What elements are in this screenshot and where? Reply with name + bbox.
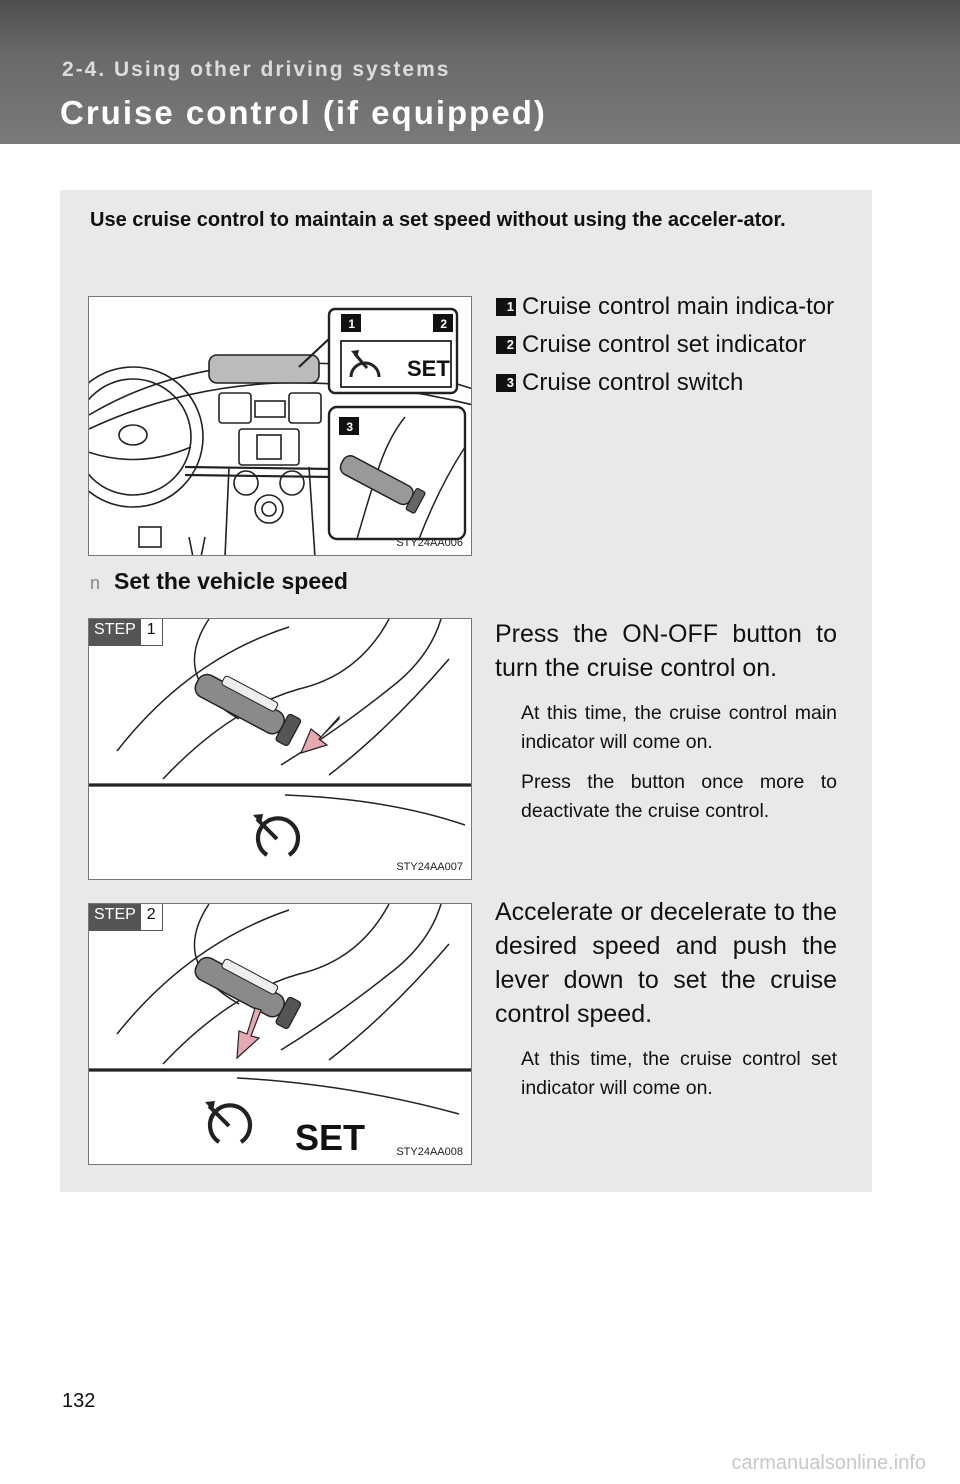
step-badge xyxy=(89,619,163,646)
figure2-code: STY24AA007 xyxy=(396,861,463,873)
figure3-set-label: SET xyxy=(295,1117,366,1158)
legend-label: Cruise control main indica-tor xyxy=(522,293,835,320)
step1-illustration xyxy=(89,619,472,880)
step-word: STEP xyxy=(89,904,140,930)
page-header xyxy=(0,0,960,144)
legend-item xyxy=(496,326,846,364)
bullet-icon: n xyxy=(90,573,101,593)
figure1-set-label: SET xyxy=(407,356,450,381)
legend-item xyxy=(496,288,846,326)
callout-1: 1 xyxy=(348,317,355,331)
step-instruction: Accelerate or decelerate to the desired speed and push the lever down to set the cruise control speed. xyxy=(495,898,837,1028)
figure-step-1 xyxy=(88,618,472,880)
legend-item xyxy=(496,364,846,402)
callout-3: 3 xyxy=(346,420,353,434)
watermark: carmanualsonline.info xyxy=(731,1452,926,1474)
subsection-label: Set the vehicle speed xyxy=(114,568,348,594)
intro-text: Use cruise control to maintain a set speed without using the acceler-ator. xyxy=(90,209,786,231)
legend-number: 2 xyxy=(496,336,516,354)
figure-dashboard xyxy=(88,296,472,556)
step-note: At this time, the cruise control set indicator will come on. xyxy=(521,1048,837,1099)
legend-number: 1 xyxy=(496,298,516,316)
step-word: STEP xyxy=(89,619,140,645)
figure3-code: STY24AA008 xyxy=(396,1146,463,1158)
legend-label: Cruise control switch xyxy=(522,369,744,396)
step-2-text xyxy=(495,895,837,1103)
step-instruction: Press the ON-OFF button to turn the cruise control on. xyxy=(495,620,837,682)
callout-2: 2 xyxy=(440,317,447,331)
dashboard-illustration xyxy=(89,297,472,556)
figure-step-2 xyxy=(88,903,472,1165)
figure1-code: STY24AA006 xyxy=(396,537,463,549)
step-note: At this time, the cruise control main indicator will come on. xyxy=(521,702,837,753)
page-title: Cruise control (if equipped) xyxy=(60,94,547,131)
legend-list xyxy=(496,288,846,402)
page-number: 132 xyxy=(62,1390,96,1412)
section-label: 2-4. Using other driving systems xyxy=(62,58,451,81)
step-badge xyxy=(89,904,163,931)
legend-number: 3 xyxy=(496,374,516,392)
step-number: 1 xyxy=(140,619,162,645)
step-note: Press the button once more to deactivate the cruise control. xyxy=(521,771,837,822)
legend-label: Cruise control set indicator xyxy=(522,331,807,358)
subsection-heading xyxy=(90,568,348,595)
step2-illustration xyxy=(89,904,472,1165)
step-number: 2 xyxy=(140,904,162,930)
step-1-text xyxy=(495,617,837,826)
